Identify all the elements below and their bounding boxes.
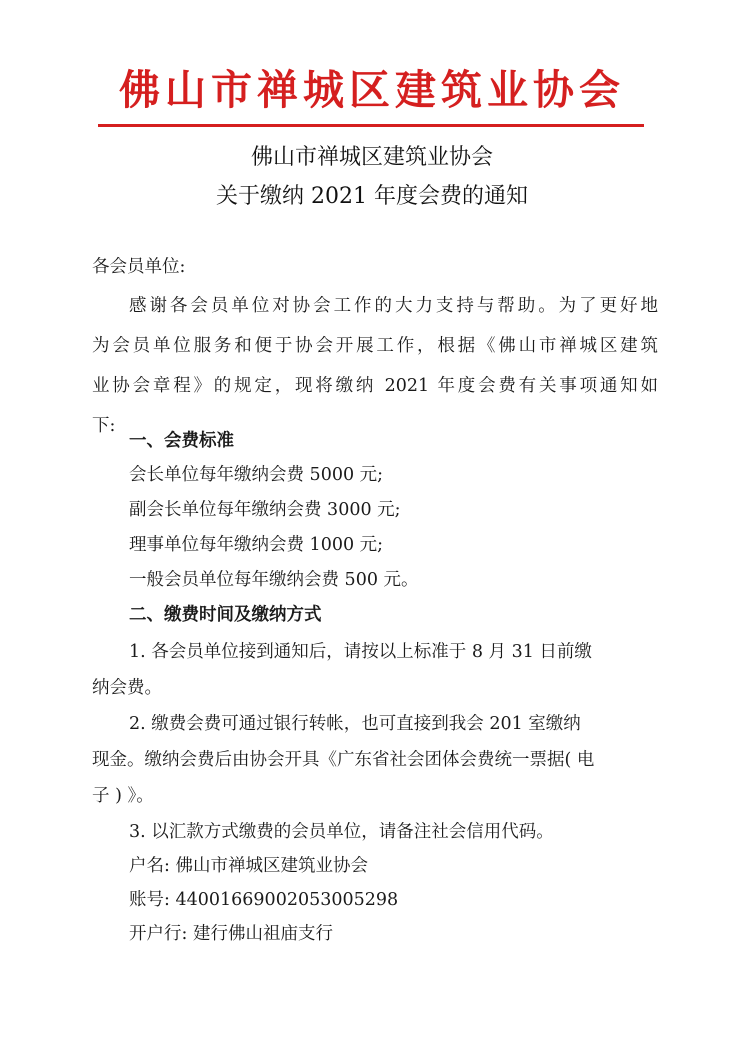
account-number-value: 44001669002053005298: [175, 890, 399, 910]
account-bank-row: [129, 919, 333, 949]
fee-item-president: 会长单位每年缴纳会费 5000 元;: [129, 465, 384, 485]
notice-title-line-1: 佛山市禅城区建筑业协会: [250, 145, 493, 170]
account-number-row: [129, 885, 398, 915]
notice-title-line-2: 关于缴纳 2021 年度会费的通知: [216, 184, 528, 209]
intro-line-3: 业协会章程》的规定，现将缴纳 2021 年度会费有关事项通知如: [92, 376, 658, 396]
fee-item-general-member: 一般会员单位每年缴纳会费 500 元。: [129, 570, 419, 590]
letterhead-red-rule: [98, 124, 644, 127]
section2-item2-line1: 2. 缴费会费可通过银行转帐，也可直接到我会 201 室缴纳: [129, 714, 581, 734]
salutation: 各会员单位:: [92, 257, 186, 277]
account-name-value: 佛山市禅城区建筑业协会: [175, 856, 368, 876]
intro-line-2: 为会员单位服务和便于协会开展工作，根据《佛山市禅城区建筑: [92, 336, 658, 356]
section2-item2-line2: 现金。缴纳会费后由协会开具《广东省社会团体会费统一票据( 电: [92, 750, 595, 770]
letterhead-org-name: 佛山市禅城区建筑业协会: [119, 66, 625, 114]
section1-heading: 一、会费标准: [129, 431, 234, 451]
section2-heading: 二、缴费时间及缴纳方式: [129, 605, 322, 625]
account-bank-value: 建行佛山祖庙支行: [192, 924, 333, 944]
fee-item-director: 理事单位每年缴纳会费 1000 元;: [129, 535, 384, 555]
account-name-label: 户名:: [129, 856, 170, 876]
section2-item1-line1: 1. 各会员单位接到通知后，请按以上标准于 8 月 31 日前缴: [129, 642, 592, 662]
intro-line-1: 感谢各会员单位对协会工作的大力支持与帮助。为了更好地: [129, 296, 658, 316]
account-bank-label: 开户行:: [129, 924, 188, 944]
section2-item2-line3: 子 ) 》。: [92, 786, 154, 806]
intro-paragraph: [92, 286, 658, 446]
intro-line-4: 下:: [92, 416, 116, 436]
fee-item-vice-president: 副会长单位每年缴纳会费 3000 元;: [129, 500, 401, 520]
section2-item3: 3. 以汇款方式缴费的会员单位，请备注社会信用代码。: [129, 822, 554, 842]
account-number-label: 账号:: [129, 890, 170, 910]
account-name-row: [129, 851, 368, 881]
section2-item1-line2: 纳会费。: [92, 678, 162, 698]
